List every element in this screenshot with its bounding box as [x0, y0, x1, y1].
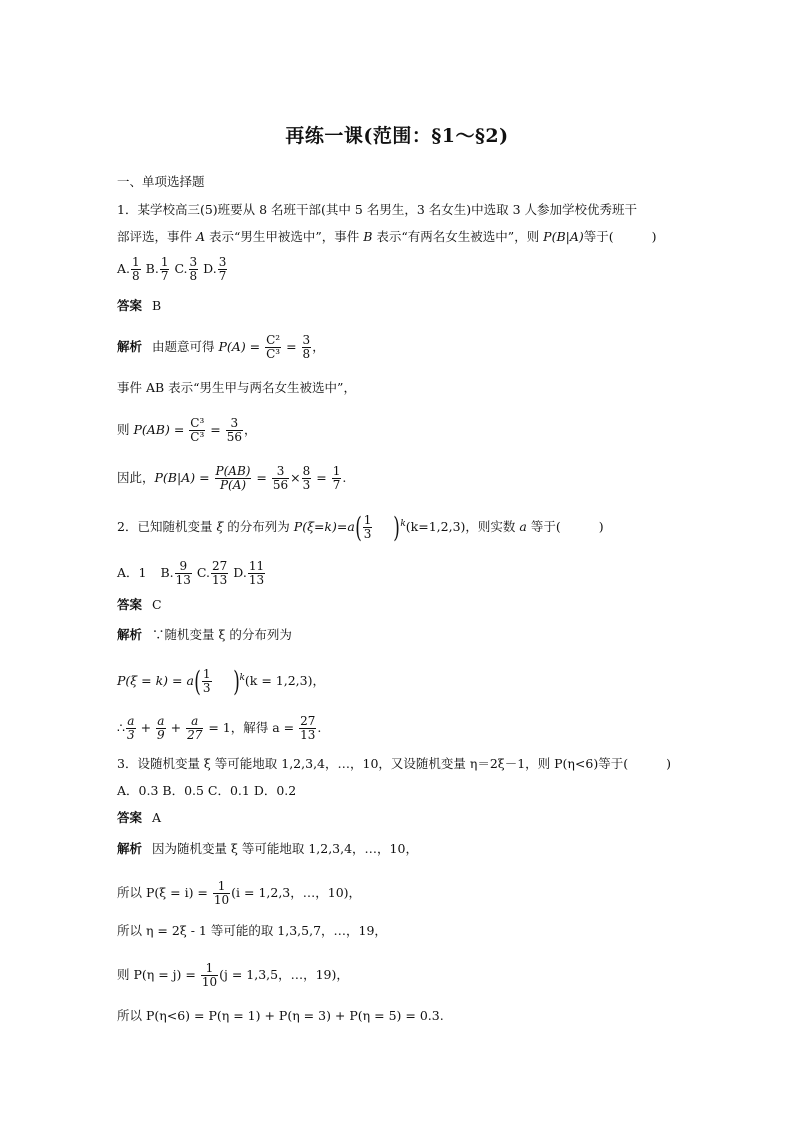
combination-fraction: $\frac{\text{C³}}{\text{C³}}$: [190, 416, 205, 444]
q1-var-a: A: [195, 229, 206, 244]
answer-value: B: [152, 298, 162, 313]
q1-stem-line1: 1．某学校高三(5)班要从 8 名班干部(其中 5 名男生，3 名女生)中选取 3 人参加学校优秀班干: [117, 202, 638, 217]
q1-prob-expr: P(B|A): [543, 229, 584, 244]
q3-answer: [117, 809, 161, 827]
q1-text: 表示“男生甲被选中”，事件: [205, 229, 364, 244]
q1-analysis-step2: 事件 AB 表示“男生甲与两名女生被选中”，: [117, 380, 356, 395]
q1-var-b: B: [363, 229, 373, 244]
q1-text: 部评选，事件: [117, 229, 196, 244]
section-heading: 一、单项选择题: [117, 174, 205, 189]
q2-stem: 2．已知随机变量 ξ 的分布列为 P(ξ=k)=a( $\frac{1}{3}$ )$^k$(k=1,2,3)，则实数 a 等于( ): [117, 510, 604, 544]
q3-stem: 3．设随机变量 ξ 等可能地取 1,2,3,4，…，10，又设随机变量 η＝2ξ－1，则 P(η<6)等于( ): [117, 756, 671, 771]
option-a-fraction: $\frac{1}{8}$: [132, 255, 140, 283]
combination-fraction: $\frac{\text{C²}}{\text{C³}}$: [266, 333, 281, 361]
base-fraction: $\frac{1}{3}$: [363, 513, 372, 541]
q3-analysis-step3: 所以 η = 2ξ - 1 等可能的取 1,3,5,7，…，19，: [117, 923, 387, 938]
q2-analysis-step3: ∴ $\frac{a}{3}$ + $\frac{a}{9}$ + $\frac{a}{27}$ = 1，解得 a = $\frac{27}{13}$ .: [117, 714, 322, 742]
q1-text: 等于(: [583, 229, 614, 244]
q3-analysis-step1: 解析 因为随机变量 ξ 等可能地取 1,2,3,4，…，10，: [117, 841, 418, 856]
option-d-fraction: $\frac{11}{13}$: [248, 559, 265, 587]
fraction: $\frac{a}{3}$: [126, 714, 135, 742]
fraction: $\frac{1}{10}$: [201, 961, 218, 989]
q1-text: ): [651, 229, 657, 244]
q3-analysis-step2: 所以 P(ξ = i) = $\frac{1}{10}$ (i = 1,2,3，…，10)，: [117, 879, 362, 907]
option-c-label: C.: [196, 565, 210, 580]
page-title: 再练一课(范围：§1～§2): [285, 125, 509, 147]
base-fraction: $\frac{1}{3}$: [202, 667, 211, 695]
fraction: $\frac{a}{9}$: [157, 714, 165, 742]
fraction: $\frac{3}{56}$: [272, 464, 289, 492]
answer-value: C: [152, 597, 162, 612]
result-fraction: $\frac{3}{8}$: [302, 333, 311, 361]
option-d-label: D.: [203, 261, 217, 276]
q2-answer: [117, 596, 162, 614]
q1-answer: [117, 297, 161, 315]
analysis-label: 解析: [117, 627, 143, 642]
answer-label: 答案: [117, 298, 143, 313]
q1-analysis-step1: 解析 由题意可得 P(A) = $\frac{\text{C²}}{\text{C³}}$ = $\frac{3}{8}$ ，: [117, 333, 325, 361]
option-d-label: D.: [233, 565, 247, 580]
conditional-fraction: $\frac{P(AB)}{P(A)}$: [215, 464, 251, 492]
option-c-label: C.: [174, 261, 188, 276]
fraction: $\frac{8}{3}$: [302, 464, 311, 492]
analysis-label: 解析: [117, 339, 143, 354]
q3-options: A．0.3 B．0.5 C．0.1 D．0.2: [117, 783, 297, 798]
fraction: $\frac{1}{10}$: [213, 879, 230, 907]
analysis-label: 解析: [117, 841, 143, 856]
option-d-fraction: $\frac{3}{7}$: [218, 255, 227, 283]
q2-analysis-step2: P(ξ = k) = a( $\frac{1}{3}$ )$^k$(k = 1,2,3)，: [117, 664, 325, 698]
answer-label: 答案: [117, 597, 143, 612]
q3-analysis-step4: 则 P(η = j) = $\frac{1}{10}$ (j = 1,3,5，…，19)，: [117, 961, 349, 989]
option-a-label: A.: [117, 261, 131, 276]
result-fraction: $\frac{1}{7}$: [332, 464, 341, 492]
q1-stem-line2: [117, 228, 657, 246]
answer-value: A: [152, 810, 162, 825]
fraction: $\frac{a}{27}$: [187, 714, 203, 742]
q2-options: [117, 560, 266, 587]
q1-options: [117, 256, 228, 283]
q3-analysis-step5: 所以 P(η<6) = P(η = 1) + P(η = 3) + P(η = 5) = 0.3.: [117, 1008, 444, 1023]
option-c-fraction: $\frac{3}{8}$: [189, 255, 198, 283]
q2-analysis-step1: 解析 ∵随机变量 ξ 的分布列为: [117, 627, 292, 642]
option-b-label: B.: [160, 565, 174, 580]
q1-analysis-step4: 因此，P(B|A) = $\frac{P(AB)}{P(A)}$ = $\frac{3}{56}$ × $\frac{8}{3}$ = $\frac{1}{7}$ .: [117, 464, 347, 492]
result-fraction: $\frac{27}{13}$: [300, 714, 316, 742]
option-b-fraction: $\frac{9}{13}$: [175, 559, 191, 587]
q1-analysis-step3: 则 P(AB) = $\frac{\text{C³}}{\text{C³}}$ = $\frac{3}{56}$ ，: [117, 416, 257, 444]
q1-text: 表示“有两名女生被选中”，则: [372, 229, 544, 244]
option-b-label: B.: [145, 261, 159, 276]
option-b-fraction: $\frac{1}{7}$: [160, 255, 169, 283]
option-a-label: A．1: [117, 565, 147, 580]
option-c-fraction: $\frac{27}{13}$: [212, 559, 228, 587]
answer-label: 答案: [117, 810, 143, 825]
result-fraction: $\frac{3}{56}$: [226, 416, 242, 444]
